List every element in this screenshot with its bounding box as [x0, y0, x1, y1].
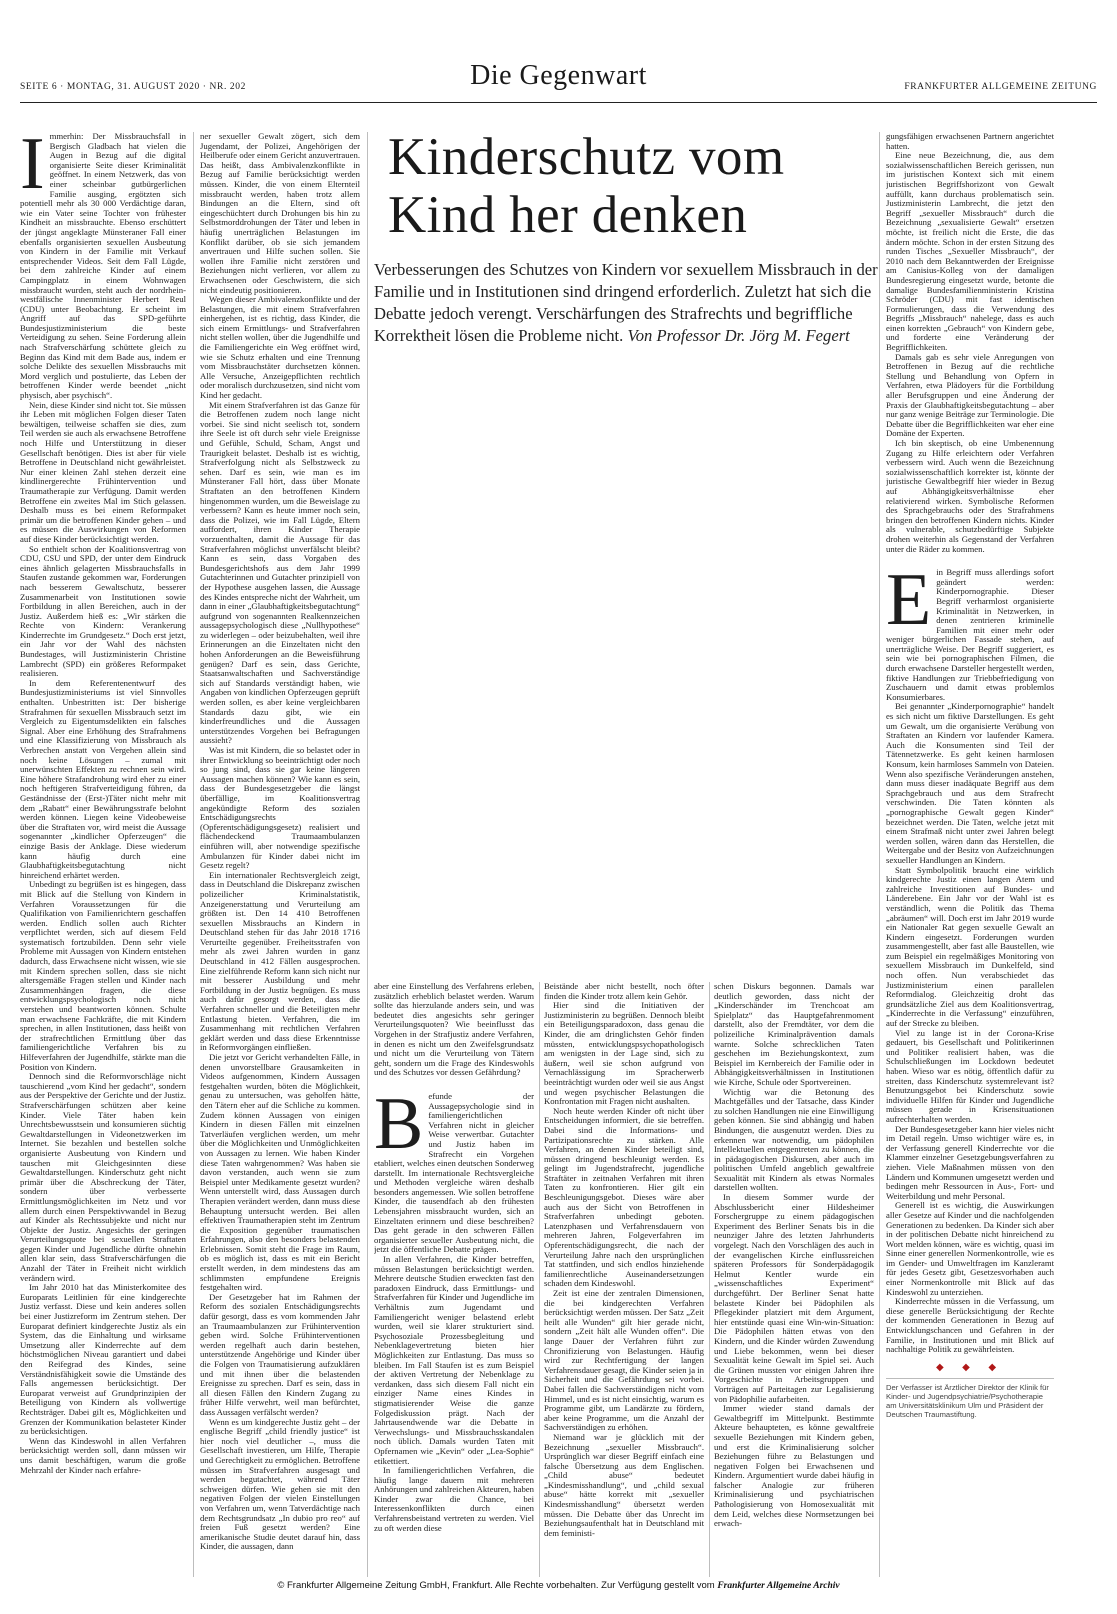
- paragraph: Wenn es um kindgerechte Justiz geht – der englische Begriff „child friendly justice“ ist hier noch viel deutlicher –, muss die Gesellschaft investieren, um Hilfe, Therapie und Gerechtigkeit zu ermöglichen. Betroffene müssen im Strafverfahren ausgesagt und werden begutachtet, während Täter schweigen dürfen. Wie gehen sie mit den negativen Folgen der vielen Einstellungen von Verfahren um, wenn Tatverdächtige nach dem Rechtsgrundsatz „In dubio pro reo“ auf freien Fuß gesetzt werden? Eine amerikanische Studie deutet darauf hin, dass Kinder, die aussagen, dann: [200, 1416, 360, 1552]
- column-divider: [879, 132, 880, 1577]
- paragraph: Damals gab es sehr viele Anregungen von Betroffenen in Bezug auf die rechtliche Stellung und Behandlung von Opfern in Verfahren, etwa Plädoyers für die Fortbildung aller Berufsgruppen und eine Änderung der Praxis der Glaubhaftigkeitsbegutachtung – aber nur ganz wenige Beiträge zur Terminologie. Die Debatte über die Begrifflichkeiten war eher eine Domäne der Experten.: [886, 351, 1054, 439]
- drop-cap: E: [886, 559, 932, 642]
- column-divider: [539, 982, 540, 1577]
- byline: Von Professor Dr. Jörg M. Fegert: [627, 326, 850, 345]
- masthead: [20, 60, 1097, 100]
- paragraph: Niemand war je glücklich mit der Bezeichnung „sexueller Missbrauch“. Ursprünglich war dieser Begriff einfach eine falsche Übersetzung aus dem Englischen. „Child abuse“ bedeutet „Kindesmisshandlung“, und „child sexual abuse“ hätte korrekt mit „sexueller Kindesmisshandlung“ übersetzt werden müssen. Die Debatte über das Unrecht im Beziehungsaufenthalt hat in Deutschland mit dem feministi-: [544, 1431, 704, 1538]
- drop-cap: I: [20, 132, 45, 205]
- paragraph: aber eine Einstellung des Verfahrens erleben, zusätzlich erheblich belastet werden. Warum sollte das hierzulande anders sein, und was bedeutet dies angesichts sehr geringer Verurteilungsquoten? Wie beeinflusst das Vorgehen in der Strafjustiz andere Verfahren, in denen es nicht um den Zweifelsgrundsatz und nicht um die Verurteilung von Tätern geht, sondern um die Frage des Kindeswohls und des Schutzes vor dessen Gefährdung?: [374, 982, 534, 1078]
- newspaper-name: FRANKFURTER ALLGEMEINE ZEITUNG: [904, 82, 1097, 92]
- paragraph: Unbedingt zu begrüßen ist es hingegen, dass mit Blick auf die Stellung von Kindern in Verfahren Voraussetzungen für die Qualifikation von Familienrichtern geschaffen werden. Endlich sollen auch Richter verpflichtet werden, sich auf diesem Feld systematisch fortzubilden. Denn sehr viele Probleme mit Aussagen von Kindern entstehen dadurch, dass Erwachsene nicht wissen, wie sie mit Kindern sprechen sollen, dass sie nicht altersgemäße Fragen stellen und Kinder nach Zusammenhängen fragen, die diese entwicklungspsychologisch noch nicht verstehen und beantworten können. Schulte man erwachsene Fachkräfte, die mit Kindern sprechen, in allen Institutionen, dass heißt von der strafrechtlichen Ermittlung über das familiengerichtliche Verfahren bis zu Hilfeverfahren der Jugendhilfe, stärkte man die Position von Kindern.: [20, 879, 186, 1072]
- paragraph: Immer wieder stand damals der Gewaltbegriff im Mittelpunkt. Bestimmte Akteure behaupteten, es könne gewaltfreie sexuelle Beziehungen mit Kindern geben, und erst die Kriminalisierung solcher Beziehungen führe zu Belastungen und negativen Folgen bei Erwachsenen und Kindern. Argumentiert wurde dabei häufig in falscher Analogie zur früheren Kriminalisierung und psychiatrischen Pathologisierung von Homosexualität mit dem Leid, welches diese Normsetzungen bei erwach-: [714, 1403, 874, 1529]
- paragraph: schen Diskurs begonnen. Damals war deutlich geworden, dass nicht der „Kinderschänder im Trenchcoat am Spielplatz“ das Hauptgefahrenmoment darstellt, also der Fremdtäter, vor dem die polizeiliche Kriminalprävention damals warnte. Solche schrecklichen Taten geschehen im Beziehungskontext, zum Beispiel im Kernbereich der Familie oder in Abhängigkeitsverhältnissen in Institutionen wie Kirche, Schule oder Sportvereinen.: [714, 982, 874, 1087]
- paragraph: Noch heute werden Kinder oft nicht über Entscheidungen informiert, die sie betreffen. Dabei sind die Informations- und Partizipationsrechte zu stärken. Alle Verfahren, an denen Kinder beteiligt sind, müssen dringend beschleunigt werden. Es gelingt im Jugendstrafrecht, jugendliche Straftäter in zeitnahen Verfahren mit ihren Taten zu konfrontieren. Hier gilt ein Beschleunigungsgebot. Dieses wäre aber auch aus der Sicht von Betroffenen in Strafverfahren unbedingt geboten. Latenzphasen und Verfahrensdauern von mehreren Jahren, Folgeverfahren im Opferentschädigungsrecht, die nach der Verurteilung Jahre nach den ursprünglichen Tat stattfinden, und sich endlos hinziehende familienrechtliche Auseinandersetzungen schaden dem Kindeswohl.: [544, 1105, 704, 1289]
- column-divider: [709, 982, 710, 1577]
- article-subhead: [374, 259, 886, 347]
- author-note: Der Verfasser ist Ärztlicher Direktor der Klinik für Kinder- und Jugendpsychiatrie/Psychotherapie am Universitätsklinikum Ulm und Präsident der Deutschen Traumastiftung.: [886, 1378, 1054, 1419]
- subhead-text: Verbesserungen des Schutzes von Kindern vor sexuellem Missbrauch in der Familie und in Institutionen sind dringend erforderlich. Zuletzt hat sich die Debatte jedoch verengt. Verschärfungen des Strafrechts und begriffliche Korrektheit lösen die Probleme nicht.: [374, 260, 878, 345]
- paragraph: Ein internationaler Rechtsvergleich zeigt, dass in Deutschland die Diskrepanz zwischen polizeilicher Kriminalstatistik, Anzeigenerstattung und Verurteilung am größten ist. Den 14 410 Betroffenen sexuellen Missbrauchs an Kindern in Deutschland stehen für das Jahr 2018 1716 Verurteilte gegenüber. Freiheitsstrafen von mehr als zwei Jahren wurden in ganz Deutschland in 412 Fällen ausgesprochen. Eine zielführende Reform kann sich nicht nur mit besserer Ausbildung und mehr Fortbildung in der Justiz begnügen. Es muss auch dafür gesorgt werden, dass die Verfahren schneller und die Beteiligten mehr Entlastung bieten. Verfahren, die im Zusammenhang mit rechtlichen Verfahren geklärt werden und dass diese Erkenntnisse in Reformvorgängen einfließen.: [200, 869, 360, 1053]
- paragraph: Wichtig war die Betonung des Machtgefälles und der Tatsache, dass Kinder zu solchen Handlungen nie eine Einwilligung geben können. Sie sind abhängig und haben Bindungen, die ausgenutzt werden. Dies zu erkennen war notwendig, um pädophilen Intellektuellen entgegentreten zu können, die in pädagogischen Diskursen, aber auch im politischen Umfeld angeblich gewaltfreie Sexualität mit Kindern als etwas Normales darstellen wollten.: [714, 1086, 874, 1193]
- article-column-6: [886, 132, 1054, 1577]
- paragraph: In familiengerichtlichen Verfahren, die häufig lange dauern mit mehreren Anhörungen und zahlreichen Akteuren, haben Kinder zwar die Chance, bei Interessenkonflikten durch einen Verfahrensbeistand vertreten zu werden. Viel zu oft werden diese: [374, 1465, 534, 1533]
- paragraph: Nein, diese Kinder sind nicht tot. Sie müssen ihr Leben mit möglichen Folgen dieser Taten bewältigen, teilweise schaffen sie dies, zum Teil werden sie auch als erwachsene Betroffene noch Hilfe und Unterstützung in dieser Gesellschaft benötigen. Dies ist aber für viele Betroffene in Deutschland nicht gewährleistet. Nur einer kleinen Zahl stehen derzeit eine kindlinergerechte Frühintervention und Traumatherapie zur Verfügung. Damit werden Betroffene ein zweites Mal im Stich gelassen. Deshalb muss es bei einem Reformpaket primär um die betroffenen Kinder gehen – und es müssen die Auswirkungen von Reformen auf diese Kinder berücksichtigt werden.: [20, 399, 186, 544]
- copyright-footer: [0, 1580, 1117, 1591]
- paragraph: In allen Verfahren, die Kinder betreffen, müssen Belastungen berücksichtigt werden. Mehrere deutsche Studien erweckten fast den paradoxen Eindruck, dass Ermittlungs- und Strafverfahren für Kinder und Jugendliche im Verhältnis zum Jugendamt und Familiengericht weniger belastend erlebt wurden, weil sie klarer strukturiert sind. Psychosoziale Prozessbegleitung und Nebenklagevertretung bieten hier Möglichkeiten zur Entlastung. Das muss so bleiben. Im Fall Staufen ist es zum Beispiel der aktiven Vertretung der Nebenklage zu verdanken, dass sich diesem Fall nicht ein einziger Name eines Kindes in stigmatisierender Weise die ganze Folgediskussion prägt. Nach der Jahrtausendwende war die Debatte in Verwechslungs- und Missbrauchsskandalen noch üblich. Damals wurden Taten mit Opfernamen wie „Kevin“ oder „Lea-Sophie“ etikettiert.: [374, 1254, 534, 1466]
- archive-logo: Frankfurter Allgemeine Archiv: [717, 1581, 840, 1591]
- paragraph: Hier sind die Initiativen der Justizministerin zu begrüßen. Dennoch bleibt ein Beteiligungsparadoxon, dass genau die Kinder, die am dringlichsten Gehör finden müssten, entwicklungspsychopathologisch am wenigsten in der Lage sind, sich zu äußern, weil sie schon aufgrund von Vernachlässigung im Spracherwerb beeinträchtigt wurden oder weil sie aus Angst und wegen psychischer Belastungen die Konfrontation mit Fragen nicht aushalten.: [544, 1000, 704, 1107]
- paragraph: Statt Symbolpolitik braucht eine wirklich kindgerechte Justiz einen langen Atem und zahlreiche Investitionen auf Bundes- und Länderebene. Ein Jahr vor der Wahl ist es verständlich, wenn die Politik das Thema „abräumen“ will. Doch erst im Jahr 2019 wurde ein Nationaler Rat gegen sexuelle Gewalt an Kindern eingesetzt. Forderungen wurden zusammengestellt, aber fast alle Baustellen, wie zum Beispiel ein regelmäßiges Monitoring von sexuellem Missbrauch im Dunkelfeld, sind noch offen. Nun verabschiedet das Justizministerium einen parallelen Reformdialog. Gleichzeitig droht das grundsätzliche Ziel aus dem Koalitionsvertrag, „Kinderrechte in die Verfassung“ einzuführen, auf der Strecke zu bleiben.: [886, 864, 1054, 1029]
- paragraph: Befunde der Aussagepsychologie sind in familiengerichtlichen Verfahren nicht in gleicher Weise verwertbar. Gutachter und Justiz haben im Strafrecht ein Vorgehen etabliert, welches einen deutschen Sonderweg darstellt. Im internationale Rechtsvergleiche und Methoden vergleiche wären deshalb besonders angemessen. Wie sollen betroffene Kinder, die tausendfach ab den frühesten Lebensjahren missbraucht wurden, sich an Einzeltaten erinnern und diese beschreiben? Das geht gerade in den schweren Fällen organisierter sexueller Ausbeutung nicht, die jetzt die öffentliche Debatte prägen.: [374, 1082, 534, 1255]
- paragraph: So enthielt schon der Koalitionsvertrag von CDU, CSU und SPD, der unter dem Eindruck eines ähnlich gelagerten Missbrauchsfalls in Staufen zustande gekommen war, Forderungen nach besserem Gewaltschutz, besserer Zusammenarbeit von Institutionen sowie Fortbildung in allen Bereichen, auch in der Justiz. Außerdem hieß es: „Wir stärken die Rechte von Kindern: Verankerung Kinderrechte im Grundgesetz.“ Doch erst jetzt, ein Jahr vor der Wahl des nächsten Bundestages, will Justizministerin Christine Lambrecht (SPD) ein größeres Reformpaket realisieren.: [20, 543, 186, 679]
- issue-info: SEITE 6 · MONTAG, 31. AUGUST 2020 · NR. 202: [20, 82, 246, 92]
- article-column-3: [374, 982, 534, 1577]
- paragraph: Generell ist es wichtig, die Auswirkungen aller Gesetze auf Kinder und die nachfolgenden Generationen zu bedenken. Da Kinder sich aber in der politischen Debatte nicht hinreichend zu Wort melden können, wäre es wichtig, quasi im Sinne einer generellen Normenkontrolle, wie es im Gender- und Umweltfragen im Kanzleramt für jedes Gesetz gibt, Gesetzesvorhaben auch einer Normenkontrolle mit Blick auf das Kindeswohl zu unterziehen.: [886, 1200, 1054, 1297]
- paragraph: Ein Begriff muss allerdings sofort geändert werden: Kinderpornographie. Dieser Begriff verharmlost organisierte Kriminalität in Netzwerken, in denen zentrieren kriminelle Familien mit einer mehr oder weniger bürgerlichen Fassade stehen, auf unerträgliche Weise. Der Begriff suggeriert, es sein wie bei pornographischen Filmen, die durch erwachsene Darsteller hergestellt werden, fiktive Handlungen zur Triebbefriedigung von Zuschauern und damit etwas problemlos Konsumierbares.: [886, 559, 1054, 702]
- article-column-2: [200, 132, 360, 1577]
- article-column-5: [714, 982, 874, 1577]
- article-column-1: [20, 132, 186, 1577]
- paragraph: Beistände aber nicht bestellt, noch öfter finden die Kinder trotz allem kein Gehör.: [544, 982, 704, 1001]
- masthead-rule: [20, 102, 1097, 103]
- paragraph: Bei genannter „Kinderpornographie“ handelt es sich nicht um fiktive Darstellungen. Es geht um Gewalt, um die organisierte Verübung von Straftaten an Kindern vor laufender Kamera. Auch die Konsumenten sind Teil der Tätennetzwerke. Es geht keinen harmlosen Konsum, kein harmloses Sammeln von Dateien. Wenn also spezifische Veränderungen anstehen, dann muss dieser inadäquate Begriff aus dem Sprachgebrauch und aus dem Strafrecht verschwinden. Die Taten könnten als „pornographische Gewalt gegen Kinder“ bezeichnet werden. Die Taten, welche jetzt mit einem Strafmaß nicht unter zwei Jahren belegt werden sollen, wären dann das Herstellen, die Weitergabe und der Besitz von Aufzeichnungen sexueller Handlungen an Kindern.: [886, 701, 1054, 865]
- paragraph: Kinderrechte müssen in die Verfassung, um diese generelle Berücksichtigung der Rechte der kommenden Generationen in Bezug auf Entwicklungschancen und Gefahren in der Familie, in Institutionen und mit Blick auf nachhaltige Politik zu gewährleisten.: [886, 1296, 1054, 1355]
- column-divider: [367, 132, 368, 1577]
- paragraph: gungsfähigen erwachsenen Partnern angerichtet hatten.: [886, 132, 1054, 151]
- copyright-text: © Frankfurter Allgemeine Zeitung GmbH, Frankfurt. Alle Rechte vorbehalten. Zur Verfügung gestellt vom: [277, 1580, 715, 1591]
- article-headline: Kinderschutz vom Kind her denken: [388, 128, 785, 244]
- paragraph: In diesem Sommer wurde der Abschlussbericht einer Hildesheimer Forschergruppe zu einem pädagogischen Experiment des Berliner Senats bis in die neunziger Jahre des letzten Jahrhunderts vorgelegt. Nach den Vorschlägen des auch in der evangelischen Kirche einflussreichen späteren Professors für Sonderpädagogik Helmut Kentler wurde ein „wissenschaftliches Experiment“ durchgeführt. Der Berliner Senat hatte belastete Kinder bei Pädophilen als Pflegekinder platziert mit dem Argument, hier entstünde quasi eine Win-win-Situation: Die Pädophilen hätten etwas von den Kindern, und die Kinder würden Zuwendung und Liebe bekommen, wenn bei dieser Sexualität keine Gewalt im Spiel sei. Auch die Grünen mussten vor einigen Jahren ihre Vorgeschichte in Arbeitsgruppen und Vorträgen auf Parteitagen zur Legalisierung von Pädophilie aufarbeiten.: [714, 1192, 874, 1404]
- paragraph: Immerhin: Der Missbrauchsfall in Bergisch Gladbach hat vielen die Augen in Bezug auf die digital organisierte Seite dieser Kriminalität geöffnet. In einem Netzwerk, das von einer scheinbar gutbürgerlichen Familie ausging, ergötzten sich potentiell mehr als 30 000 Verdächtige daran, wie ein Vater seine Tochter von frühester Kindheit an missbrauchte. Ebenso erschüttert der jüngst angeklagte Münsteraner Fall einer ebenfalls organisierten sexuellen Ausbeutung von Kindern in der Familie mit Verkauf entsprechender Videos. Seit dem Fall Lügde, bei dem zahlreiche Kinder auf einem Campingplatz in einem Wohnwagen missbraucht wurden, steht auch der nordrhein-westfälische Innenminister Herbert Reul (CDU) unter Beobachtung. Er scheint im Angriff auf das SPD-geführte Bundesjustizministerium die beste Verteidigung zu sehen. Seine Forderung allein nach Strafverschärfung schüttete gleich zu Beginn das Kind mit dem Bade aus, indem er solche Delikte des sexuellen Missbrauchs mit Mord verglich und postulierte, das Leben der betroffenen Kinder werde beendet „nicht physisch, aber psychisch“.: [20, 132, 186, 401]
- paragraph: Die jetzt vor Gericht verhandelten Fälle, in denen unvorstellbare Grausamkeiten in Videos aufgenommen, Kindern Aussagen festgehalten wurden, böten die Möglichkeit, genau zu untersuchen, was geholfen hätte, den Tätern eher auf die Schliche zu kommen. Zudem können Aussagen von einigen Kindern in diesen Fällen mit einzelnen Tatverläufen verglichen werden, um mehr über die Möglichkeiten und Unmöglichkeiten von Aussagen zu lernen. Wie haben Kinder diese Taten wahrgenommen? Was haben sie davon verstanden, auch wenn sie zum Beispiel unter Medikamente gesetzt wurden? Wenn unterstellt wird, dass Aussagen durch Therapien verändert werden, dann muss diese Behauptung untersucht werden. Bei allen effektiven Traumatherapien steht im Zentrum die Exposition gegenüber traumatischen Erfahrungen, also den besonders belastenden Erlebnissen. Somit steht die Frage im Raum, ob es möglich ist, dass es mit ein Bericht erstellt werden, in dem mindestens das am schlimmsten empfundene Ereignis festgehalten wird.: [200, 1052, 360, 1293]
- paragraph: Im Jahr 2010 hat das Ministerkomitee des Europarats Leitlinien für eine kindgerechte Justiz verfasst. Diese und kein anderes sollen bei einer Justizreform im Zentrum stehen. Der Europarat definiert kindgerechte Justiz als ein System, das die Einhaltung und wirksame Umsetzung aller Kinderrechte auf dem höchstmöglichen Niveau garantiert und dabei den Reifegrad des Kindes, seine Verständnisfähigkeit sowie die Umstände des Falls angemessen berücksichtigt. Der Europarat verweist auf Grundprinzipien der Beteiligung von Kindern als vollwertige Rechtsträger. Dabei gilt es, Möglichkeiten und Grenzen der Kommunikation belasteter Kinder zu berücksichtigen.: [20, 1282, 186, 1437]
- column-divider: [193, 132, 194, 1577]
- paragraph: Der Bundesgesetzgeber kann hier vieles nicht im Detail regeln. Umso wichtiger wäre es, in der Verfassung generell Kinderrechte vor die Klammer einzelner Gesetzgebungsverfahren zu ziehen. Viele Maßnahmen müssen von den Ländern und Kommunen umgesetzt werden und bedingen mehr Ressourcen in Aus-, Fort- und Weiterbildung und mehr Personal.: [886, 1123, 1054, 1201]
- paragraph: ner sexueller Gewalt zögert, sich dem Jugendamt, der Polizei, Angehörigen der Heilberufe oder einem Gericht anzuvertrauen. Das heißt, dass Ambivalenzkonflikte in Bezug auf Familie berücksichtigt werden müssen. Kinder, die von einem Elternteil missbraucht werden, haben trotz allem Bindungen an die Eltern, sind oft eingeschüchtert durch Drohungen bis hin zu Selbstmorddrohungen der Täter und leben in häufig unerträglichen Belastungen im Konflikt darüber, ob sie sich jemandem anvertrauen und Hilfe suchen sollen. Sie wollen ihre Familie nicht zerstören und Beziehungen nicht verlieren, vor allem zu Erwachsenen oder Geschwistern, die sich nicht eindeutig positionieren.: [200, 132, 360, 295]
- paragraph: Der Gesetzgeber hat im Rahmen der Reform des sozialen Entschädigungsrechts dafür gesorgt, dass es vom kommenden Jahr an Traumaambulanzen zur Frühintervention geben wird. Solche Frühinterventionen werden regelhaft auch darin bestehen, unterstützende Angehörige und Kinder über die Folgen von Traumatisierung aufzuklären und mit ihnen über die belastenden Ereignisse zu sprechen. Darf es sein, dass in all diesen Fällen den Kindern Zugang zu früher Hilfe verwehrt, weil man befürchtet, dass Aussagen verfälscht werden?: [200, 1291, 360, 1417]
- paragraph: Ich bin skeptisch, ob eine Umbenennung Zugang zu Hilfe erleichtern oder Verfahren verbessern wird. Auch wenn die Bezeichnung sozialwissenschaftlich korrekter ist, könnte der juristische Gewaltbegriff hier wieder in Bezug auf Abhängigkeitsverhältnisse eher relativierend wirken. Symbolische Reformen des Sprachgebrauchs oder des Strafrahmens bringen den betroffenen Kindern nichts. Kinder als vulnerable, schutzbedürftige Subjekte drohen weiterhin als Gegenstand der Verfahren unter die Räder zu kommen.: [886, 438, 1054, 554]
- drop-cap: B: [374, 1082, 424, 1165]
- section-end-ornament: ◆ ◆ ◆: [935, 1361, 1005, 1373]
- paragraph: In dem Referentenentwurf des Bundesjustizministeriums ist viel Sinnvolles enthalten. Unbestritten ist: Der bisherige Strafrahmen für sexuellen Missbrauch setzt im Vergleich zu Eigentumsdelikten ein falsches Signal. Aber eine Erhöhung des Strafrahmens und eine Klassifizierung von Missbrauch als Verbrechen anstatt von Vergehen allein sind noch keine Lösungen – zumal mit unerwünschten Effekten zu rechnen sein wird. Eine höhere Strafandrohung wird eher zu einer noch heftigeren Strafverteidigung führen, da Geständnisse der (Erst-)Täter nicht mehr mit dem „Rabatt“ einer Bewährungsstrafe belohnt werden können. Liegen keine Videobeweise über die Straftaten vor, wird meist die Aussage sogenannter „kindlicher Opferzeugen“ die einzige Basis der Anklage. Diese wiederum kann häufig durch eine Glaubhaftigkeitsbegutachtung nicht hinreichend erhärtet werden.: [20, 677, 186, 880]
- article-column-4: [544, 982, 704, 1577]
- paragraph: Viel zu lange ist in der Corona-Krise gedauert, bis Gesellschaft und Politikerinnen und Politiker realisiert haben, was die Schulschließungen im Lockdown bedeutet haben. Wieso war es nötig, öffentlich dafür zu streiten, dass Kinderschutz systemrelevant ist? Benutzungsgebot bei Kinderschutz sowie individuelle Hilfen für Kinder und Jugendliche müssen gerade in Krisensituationen aufrechterhalten werden.: [886, 1027, 1054, 1124]
- paragraph: Dennoch sind die Reformvorschläge nicht tauschierend „vom Kind her gedacht“, sondern aus der Perspektive der Gerichte und der Justiz. Strafverschärfungen schützen aber keine Kinder. Viele Täter haben kein Unrechtsbewusstsein und konsumieren süchtig Gewaltdarstellungen in Videonetzwerken im Internet. Sie bezahlen und bestellen solche organisierte Ausbeutung von Kindern und tauschen mit Gleichgesinnten diese Gewaltdarstellungen. Kinderschutz geht nicht primär über die Abschreckung der Täter, sondern über verbesserte Ermittlungsmöglichkeiten im Netz und vor allem durch einen Perspektivwandel in Bezug auf Kinder als Rechtssubjekte und nicht nur Objekte der Justiz. Angesichts der geringen Verurteilungsquote bei sexuellen Straftaten gegen Kinder und Jugendliche dürfte ohnehin allen klar sein, dass Strafverschärfungen die Anzahl der Täter in Freiheit nicht wirklich verändern wird.: [20, 1071, 186, 1283]
- paragraph: Was ist mit Kindern, die so belastet oder in ihrer Entwicklung so beeinträchtigt oder noch so jung sind, dass sie gar keine längeren Aussagen machen können? Wie kann es sein, dass der Bundesgesetzgeber die längst überfällige, im Koalitionsvertrag angekündigte Reform des sozialen Entschädigungsrechts (Opferentschädigungsgesetz) realisiert und flächendeckend Traumaambulanzen einführen will, aber notwendige spezifische Ambulanzen für Kinder dabei nicht im Gesetz regelt?: [200, 745, 360, 871]
- section-title: Die Gegenwart: [470, 60, 647, 91]
- paragraph: Zeit ist eine der zentralen Dimensionen, die bei kindgerechten Verfahren berücksichtigt werden müssen. Der Satz „Zeit heilt alle Wunden“ gilt hier gerade nicht, sondern „Zeit hält alle Wunden offen“. Die lange Dauer der Verfahren führt zur Chronifizierung von Belastungen. Häufig wird zur Rechtfertigung der langen Verfahrensdauer gesagt, die Kinder seien ja in Sicherheit und die Gefährdung sei vorbei. Dabei fallen die Sachverständigen nicht vom Himmel, und es ist nicht einsichtig, warum es Programme gibt, um Landärzte zu fördern, aber keine Programme, um die Anzahl der Sachverständigen zu erhöhen.: [544, 1288, 704, 1433]
- paragraph: Wenn das Kindeswohl in allen Verfahren berücksichtigt werden soll, dann müssen wir uns damit beschäftigen, warum die große Mehrzahl der Kinder nach erfahre-: [20, 1435, 186, 1475]
- paragraph: Eine neue Bezeichnung, die, aus dem sozialwissenschaftlichen Bereich gerissen, nun im juristischen Kontext sich mit einem juristischen Begriffshorizont von Gewalt auffüllt, kann durchaus problematisch sein. Justizministerin Lambrecht, die jetzt den Begriff „sexueller Missbrauch“ durch die Bezeichnung „sexualisierte Gewalt“ ersetzen möchte, ist freilich nicht die Erste, die das ändern möchte. Schon in der ersten Sitzung des runden Tisches „Sexueller Missbrauch“, der 2010 nach dem Bekanntwerden der Ereignisse am Canisius-Kolleg von der damaligen Bundesregierung eingesetzt wurde, betonte die damalige Bundesfamilienministerin Kristina Schröder (CDU) mit fast identischen Formulierungen, dass die Verwendung des Begriffs „Missbrauch“ nahelege, dass es auch einen korrekten „Gebrauch“ von Kindern gebe, und forderte eine Veränderung der Begrifflichkeiten.: [886, 150, 1054, 353]
- paragraph: Wegen dieser Ambivalenzkonflikte und der Belastungen, die mit einem Strafverfahren einhergehen, ist es richtig, dass Kinder, die sich einem Ermittlungs- und Strafverfahren nicht stellen wollen, über die Jugendhilfe und die Familiengerichte ein Weg eröffnet wird, wie sie Schutz erhalten und eine Trennung vom Missbrauchstäter durchsetzen können. Alle Versuche, Anzeigepflichten rechtlich oder moralisch durchzusetzen, sind nicht vom Kind her gedacht.: [200, 294, 360, 401]
- paragraph: Mit einem Strafverfahren ist das Ganze für die Betroffenen zudem noch lange nicht vorbei. Sie sind nicht seelisch tot, sondern ihre Seele ist oft durch sehr viele Ereignisse und Gefühle, Schuld, Scham, Angst und Traurigkeit belastet. Deshalb ist es wichtig, Strafverfolgung nicht als Selbstzweck zu sehen. Darf es sein, wie man es im Münsteraner Fall hört, dass über Monate Straftaten an den betroffenen Kindern hingenommen wurden, um die Beweislage zu verbessern? Kann es heute immer noch sein, dass die Polizei, wie im Fall Lügde, Eltern auffordert, ihren Kinder Therapie vorzuenthalten, damit die Aussage für das Strafverfahren möglichst unverfälscht bleibt? Kann es sein, dass Vorgaben des Bundesgerichtshofs aus dem Jahr 1999 Gutachterinnen und Gutachter prinzipiell von der Hypothese ausgehen lassen, die Aussage des Kindes entspreche nicht der Wahrheit, um dann in einer „Glaubhaftigkeitsbegutachtung“ aufgrund von sogenannten Realkennzeichen aussagepsychologisch diese „Nullhypothese“ zu widerlegen – oder beizubehalten, weil ihre Erinnerungen an die Einzeltaten nicht den hohen Anforderungen an die Beweisführung genügen? Darf es sein, dass Gerichte, Staatsanwaltschaften und Sachverständige sich auf Standards verständigt haben, wie Angaben von kindlichen Opferzeugen geprüft werden sollen, es aber keine vergleichbaren Standards dazu gibt, wie ein kinderfreundliches und die Aussagen unterstützendes Vorgehen bei Befragungen aussieht?: [200, 399, 360, 746]
